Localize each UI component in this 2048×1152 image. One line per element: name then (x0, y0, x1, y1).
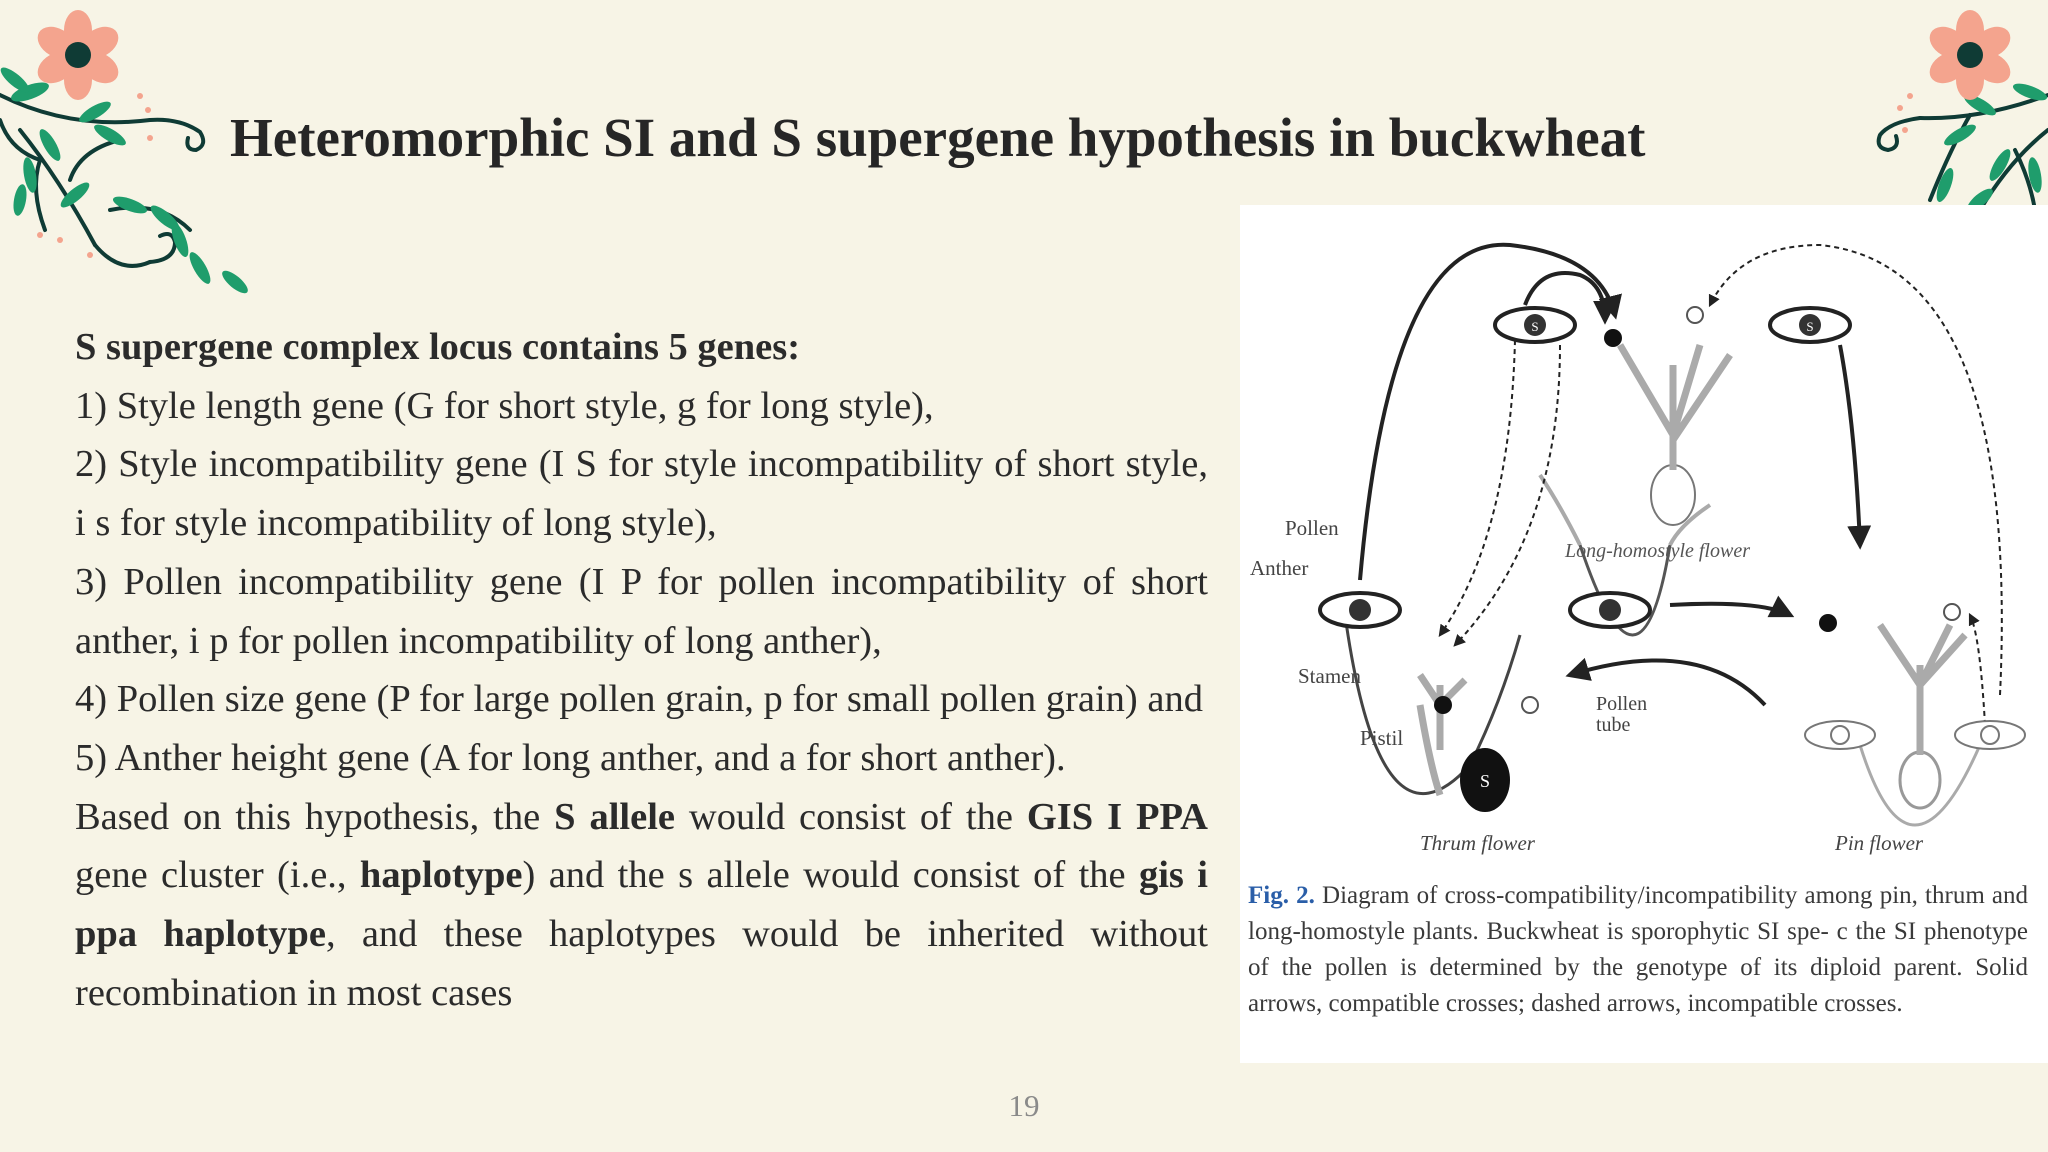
caption-line-3: of its diploid parent. Solid arrows, compatible crosses; dashed arrows, incompatible crosses. (1248, 954, 2029, 1017)
arrow-solid-middle (1670, 604, 1790, 615)
gene-item-2: 2) Style incompatibility gene (I S for style incompatibility of short style, i s for style incompatibility of long style), (75, 443, 1208, 545)
gene-item-1: 1) Style length gene (G for short style, g for long style), (75, 384, 934, 427)
caption-line-1: Diagram of cross-compatibility/incompatibility among pin, thrum and long-homostyle plants. Buckwheat is sporophytic SI spe- (1248, 882, 2029, 945)
pin-flower (1805, 604, 2025, 825)
svg-text:S: S (1806, 319, 1814, 334)
gene-item-5: 5) Anther height gene (A for long anther, and a for short anther). (75, 736, 1066, 779)
long-homostyle-flower (1540, 345, 1730, 635)
label-pollen-tube: Pollen (1596, 693, 1648, 715)
label-pin-flower: Pin flower (1835, 831, 1924, 855)
body-text (75, 318, 1208, 1022)
arrow-dashed-left-2 (1455, 345, 1560, 645)
flower-icon (1924, 10, 2016, 100)
label-thrum-flower: Thrum flower (1420, 831, 1535, 855)
gene-item-3: 3) Pollen incompatibility gene (I P for pollen incompatibility of short anther, i p for pollen incompatibility of long anther), (75, 560, 1208, 662)
figure-number: Fig. 2. (1248, 882, 1315, 909)
floral-decoration-top-right (1830, 0, 2048, 210)
arrow-solid-big-left (1360, 245, 1615, 580)
label-long-homostyle: Long-homostyle flower (1565, 540, 1750, 562)
anther-top-left (1495, 308, 1575, 342)
label-anther: Anther (1250, 556, 1309, 580)
label-pistil: Pistil (1360, 726, 1404, 750)
label-pollen: Pollen (1285, 516, 1339, 540)
label-pollen-tube-2: tube (1596, 714, 1631, 736)
cross-compatibility-diagram (1240, 205, 2048, 865)
anther-top-right (1770, 308, 1850, 342)
page-number: 19 (1008, 1088, 1040, 1123)
gene-item-4: 4) Pollen size gene (P for large pollen grain, p for small pollen grain) and (75, 678, 1203, 721)
svg-text:S: S (1531, 319, 1539, 334)
hypothesis-paragraph: Based on this hypothesis, the S allele would consist of the GIS I PPA gene cluster (i.e., haplotype) and the s allele would consist of the gis i ppa haplotype, and these haplotypes would be inherited without recombination in most cases (75, 795, 1208, 1014)
pollen-dark-1 (1604, 329, 1622, 347)
caption-line-2: c the SI phenotype of the pollen is determined by the genotype (1248, 918, 2029, 981)
svg-text:S: S (1479, 771, 1491, 791)
label-stamen: Stamen (1298, 664, 1361, 688)
arrow-solid-right (1840, 345, 1860, 545)
genes-heading: S supergene complex locus contains 5 genes: (75, 326, 801, 368)
slide-title: Heteromorphic SI and S supergene hypothesis in buckwheat (230, 107, 1646, 168)
pollen-light-1 (1687, 307, 1703, 323)
figure-caption (1248, 878, 2028, 1022)
arrow-dashed-pin (1970, 615, 1985, 725)
arrow-dashed-left-1 (1440, 340, 1515, 635)
